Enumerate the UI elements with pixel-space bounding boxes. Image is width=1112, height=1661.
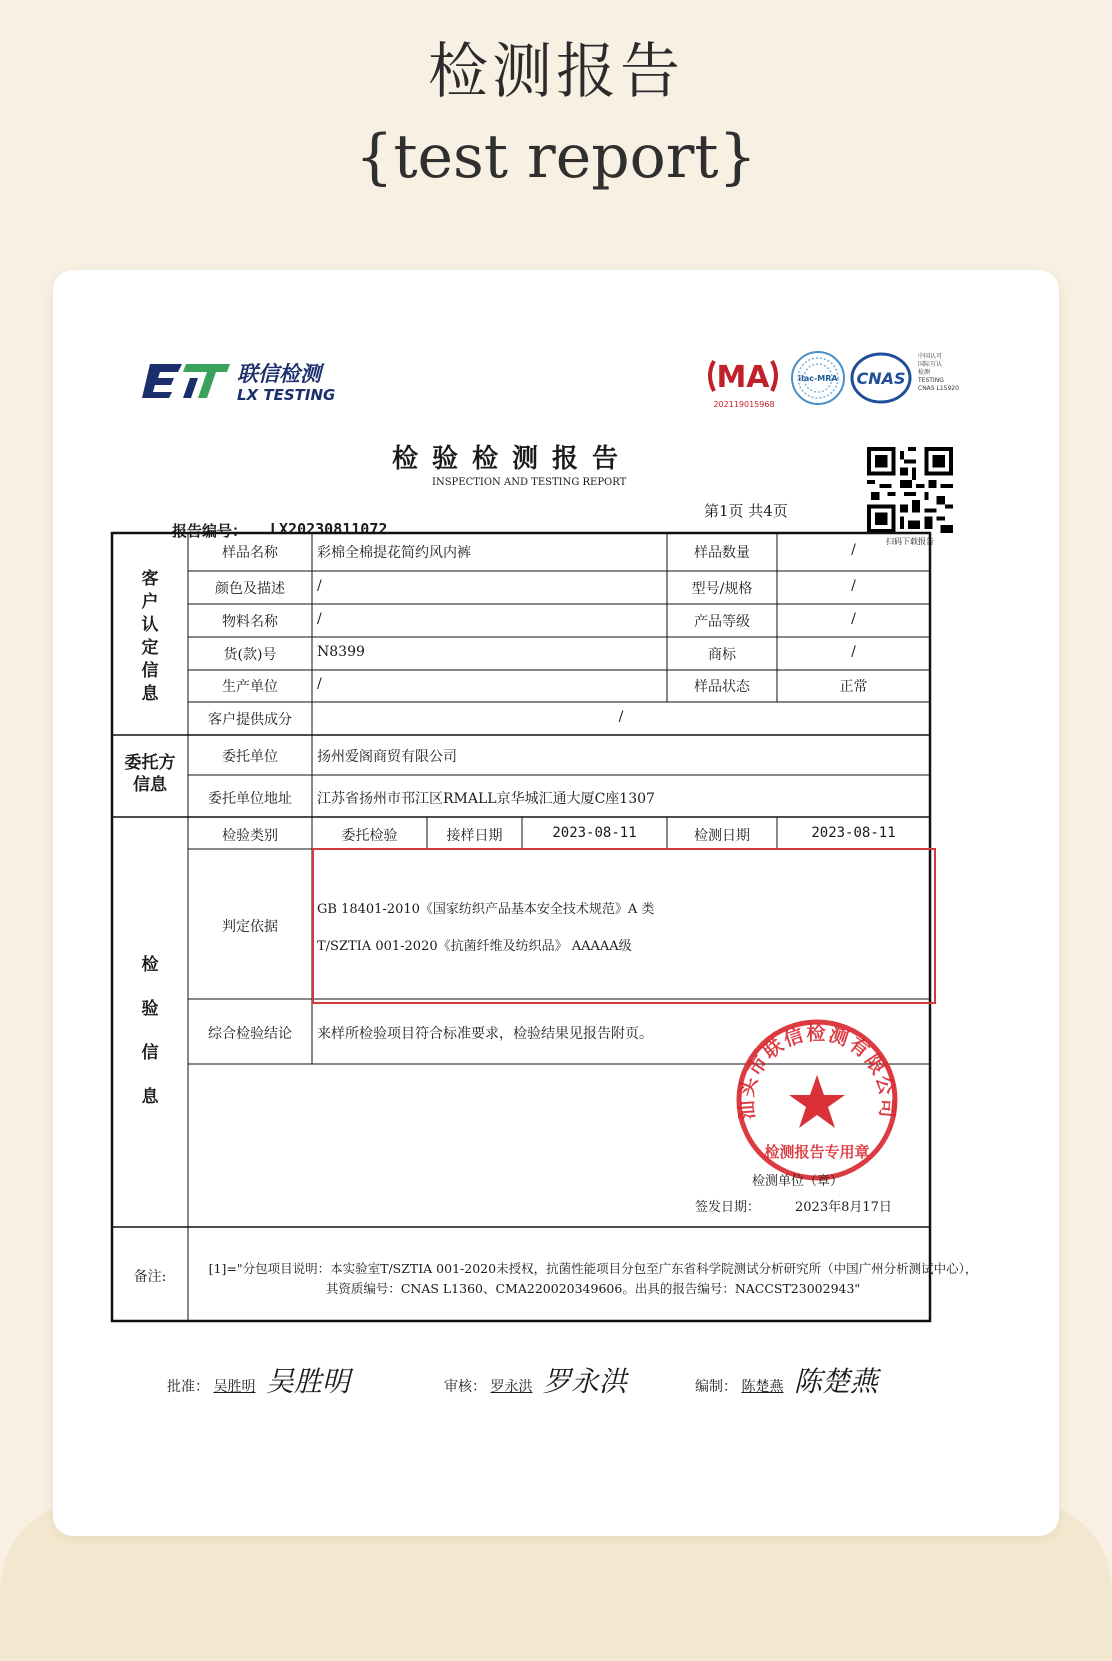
row-label: 物料名称: [222, 614, 278, 630]
section-client-info: 客户认定信息: [141, 569, 159, 704]
row-value: /: [317, 611, 322, 627]
row-label-2: 样品状态: [694, 679, 750, 695]
entrust-address-label: 委托单位地址: [208, 791, 292, 807]
edit-name: 陈楚燕: [741, 1379, 784, 1395]
conclusion-value: 来样所检验项目符合标准要求，检验结果见报告附页。: [317, 1026, 653, 1042]
report-number-label: 报告编号：: [172, 522, 248, 540]
client-composition-value: /: [618, 709, 624, 725]
review-label: 审核：: [444, 1379, 486, 1395]
row-label-2: 型号/规格: [691, 581, 753, 597]
row-label: 样品名称: [222, 545, 278, 561]
ilac-text: ilac-MRA: [798, 374, 838, 383]
row-value: /: [317, 676, 322, 692]
row-label-2: 样品数量: [694, 545, 750, 561]
official-seal-icon: [732, 1015, 902, 1185]
approve-handwriting: 吴胜明: [265, 1365, 350, 1398]
row-value-2: 正常: [839, 679, 868, 695]
ma-text: MA: [716, 360, 770, 395]
approve-label: 批准：: [167, 1379, 209, 1395]
inspection-type-value: 委托检验: [341, 828, 398, 844]
entrust-unit-value: 扬州爱阁商贸有限公司: [317, 749, 457, 765]
notes-label: 备注:: [133, 1269, 167, 1285]
stamp-unit: 检测单位（章）: [752, 1174, 844, 1189]
page-title: 检测报告: [428, 37, 684, 107]
basis-standard-1: GB 18401-2010《国家纺织产品基本安全技术规范》A 类: [317, 902, 655, 917]
row-label: 颜色及描述: [215, 581, 285, 597]
page-subtitle: {test report}: [355, 122, 757, 192]
notes-text: [1]="分包项目说明：本实验室T/SZTIA 001-2020未授权，抗菌性能项目分包至广东省科学院测试分析研究所（中国广州分析测试中心），其资质编号：CNAS L1360、CMA220020349606。出具的报告编号：NACCST23002943": [208, 1261, 978, 1296]
issue-date-value: 2023年8月17日: [795, 1200, 892, 1215]
seal-subtext: 检测报告专用章: [764, 1143, 870, 1161]
row-label-2: 产品等级: [694, 614, 750, 630]
row-label: 生产单位: [222, 679, 278, 695]
edit-handwriting: 陈楚燕: [793, 1365, 878, 1398]
row-value-2: /: [851, 644, 856, 660]
document-title: 检验检测报告: [392, 444, 633, 474]
row-value: N8399: [317, 644, 365, 660]
review-signature: [444, 1360, 627, 1400]
document-title-en: INSPECTION AND TESTING REPORT: [432, 477, 627, 488]
client-composition-label: 客户提供成分: [208, 712, 292, 728]
page-number: 第1页 共4页: [704, 502, 788, 520]
lab-name-cn: 联信检测: [237, 362, 321, 386]
row-value-2: /: [851, 542, 856, 558]
test-date-value: 2023-08-11: [811, 825, 896, 841]
entrust-unit-label: 委托单位: [222, 749, 278, 765]
approve-name: 吴胜明: [213, 1379, 256, 1395]
lab-name-en: LX TESTING: [237, 386, 336, 404]
inspection-type-label: 检验类别: [222, 828, 278, 844]
review-name: 罗永洪: [490, 1379, 533, 1395]
cnas-text: CNAS: [856, 369, 906, 388]
row-label-2: 商标: [708, 647, 736, 663]
row-value-2: /: [851, 611, 856, 627]
report-number: LX20230811072: [270, 520, 388, 538]
issue-date-label: 签发日期：: [695, 1200, 761, 1215]
edit-label: 编制：: [695, 1379, 737, 1395]
seal-text: 汕头市联信检测有限公司: [735, 1022, 899, 1121]
section-entrust-info: 委托方信息: [124, 753, 176, 795]
approve-signature: [167, 1360, 350, 1400]
qr-label: 扫码下载报告: [886, 537, 934, 546]
entrust-address-value: 江苏省扬州市邗江区RMALL京华城汇通大厦C座1307: [317, 791, 655, 807]
conclusion-label: 综合检验结论: [208, 1026, 292, 1042]
review-handwriting: 罗永洪: [542, 1365, 627, 1398]
basis-label: 判定依据: [222, 919, 278, 935]
ma-number: 202119015968: [713, 400, 775, 409]
row-label: 货(款)号: [223, 647, 277, 663]
row-value: 彩棉全棉提花简约风内裤: [317, 545, 471, 561]
receive-date-value: 2023-08-11: [552, 825, 637, 841]
test-date-label: 检测日期: [694, 828, 750, 844]
row-value: /: [317, 578, 322, 594]
edit-signature: [695, 1360, 878, 1400]
basis-standard-2: T/SZTIA 001-2020《抗菌纤维及纺织品》 AAAAA级: [317, 939, 632, 954]
cnas-side-text: 中国认可 国际互认 检测 TESTING CNAS L15920: [918, 353, 959, 392]
report-document: [92, 310, 1017, 1495]
highlight-box: [312, 848, 936, 1004]
section-inspection-info: 检验信息: [141, 955, 159, 1107]
receive-date-label: 接样日期: [446, 828, 503, 844]
row-value-2: /: [851, 578, 856, 594]
